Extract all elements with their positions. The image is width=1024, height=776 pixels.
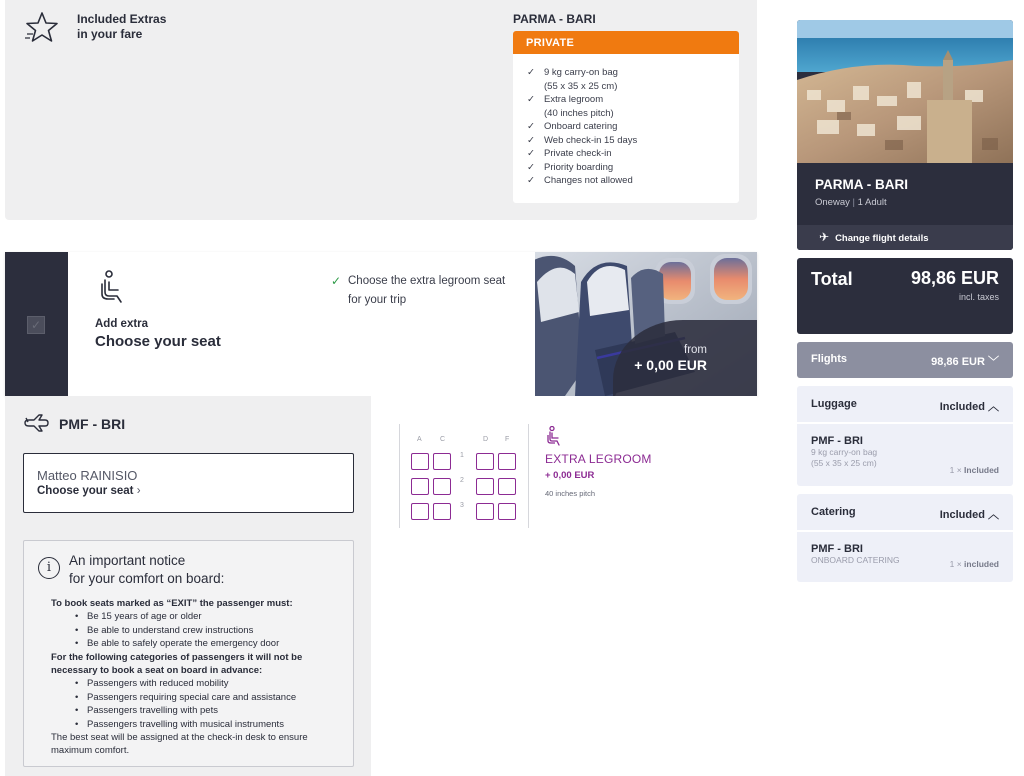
plane-icon [23,414,49,432]
fare-feature: ✓ Private check-in [527,148,612,159]
luggage-status: Included ︿ [939,401,999,413]
extras-title [77,12,166,42]
luggage-box [797,386,1013,486]
info-icon: i [38,557,60,579]
column-letter: F [505,436,510,443]
catering-status: Included ︿ [939,509,999,521]
luggage-label: Luggage [811,398,857,410]
fare-feature: ✓ Extra legroom (40 inches pitch) [527,94,614,119]
passenger-categories-list [51,677,351,731]
seat-icon [546,426,564,446]
chevron-right-icon: › [136,485,141,497]
catering-accordion[interactable] [797,494,1013,530]
seat-1A[interactable] [411,453,429,470]
notice-footer: The best seat will be assigned at the check-in desk to ensure maximum comfort. [51,732,308,757]
extras-title-line2: in your fare [77,27,143,41]
fare-name: PRIVATE [513,31,739,54]
categories-heading: For the following categories of passengers it will not be necessary to book a seat on board in advance: [51,651,303,677]
column-letter: D [483,436,489,443]
from-label: from [684,344,707,356]
catering-box [797,494,1013,582]
catering-label: Catering [811,506,856,518]
summary-trip-info: Oneway | 1 Adult [815,197,887,208]
extras-route: PARMA - BARI [513,12,596,26]
total-amount: 98,86 EUR [910,268,999,288]
flights-accordion[interactable] [797,342,1013,378]
list-item: • Passengers travelling with pets [51,704,351,717]
seat-3A[interactable] [411,503,429,520]
seat-2A[interactable] [411,478,429,495]
check-icon: ✓ [331,274,342,288]
luggage-desc: 9 kg carry-on bag [811,447,878,457]
seat-price: + 0,00 EUR [634,357,707,373]
list-item: • Be 15 years of age or older [51,610,351,623]
benefit-text: Choose the extra legroom seat for your trip [348,275,506,306]
list-item: • Passengers with reduced mobility [51,677,351,690]
trip-summary-card [797,20,1013,250]
notice-body [51,597,351,758]
cabin-photo [535,252,757,396]
fare-features-list [513,54,739,188]
passenger-seat-panel [5,396,371,776]
seat-map [399,424,529,528]
star-icon [24,10,60,44]
legend-price: + 0,00 EUR [545,470,595,481]
check-icon: ✓ [527,161,535,173]
flights-amount: 98,86 EUR ﹀ [931,356,999,368]
exit-heading: To book seats marked as “EXIT” the passenger must: [51,598,293,609]
fare-card [513,31,739,203]
catering-quantity: 1 × included [949,559,999,569]
list-item: • Passengers travelling with musical instruments [51,718,351,731]
chevron-down-icon: ﹀ [988,356,999,368]
seat-2F[interactable] [498,478,516,495]
route-code: PMF - BRI [59,416,126,432]
catering-desc: ONBOARD CATERING [811,555,900,565]
legend-pitch: 40 inches pitch [545,489,596,498]
trip-type: Oneway [815,197,850,208]
catering-route: PMF - BRI [811,543,863,555]
list-item: • Be able to safely operate the emergency door [51,637,351,650]
fare-feature: ✓ Web check-in 15 days [527,134,638,146]
column-letter: A [417,436,422,443]
add-extra-label: Add extra [95,318,149,330]
seat-1C[interactable] [433,453,451,470]
luggage-accordion[interactable] [797,386,1013,422]
seat-3C[interactable] [433,503,451,520]
banner-side [5,252,68,396]
luggage-route: PMF - BRI [811,435,863,447]
catering-details [797,530,1013,582]
passenger-name: Matteo RAINISIO [37,468,138,483]
seat-3D[interactable] [476,503,494,520]
choose-seat-link[interactable]: Choose your seat › [37,485,141,497]
luggage-quantity: 1 × Included [949,465,999,475]
banner-title: Choose your seat [95,333,221,350]
luggage-dimensions: (55 x 35 x 25 cm) [811,458,877,468]
change-flight-button[interactable]: ✈ Change flight details [797,225,1013,250]
total-price-box [797,258,1013,334]
total-taxes-note: incl. taxes [958,292,999,302]
luggage-details [797,422,1013,486]
banner-benefit [331,272,521,310]
destination-photo [797,20,1013,163]
chevron-up-icon: ︿ [988,401,999,413]
seat-3F[interactable] [498,503,516,520]
exit-requirements-list [51,610,351,650]
check-icon: ✓ [527,67,535,78]
total-label: Total [811,269,853,289]
row-number: 1 [460,452,464,459]
seat-1D[interactable] [476,453,494,470]
airplane-icon: ✈ [819,230,830,244]
legend-title: EXTRA LEGROOM [545,452,652,466]
chevron-up-icon: ︿ [988,509,999,521]
seatmap-area [371,396,757,776]
passenger-seat-selector[interactable] [23,453,354,513]
fare-feature: ✓ Onboard catering [527,121,618,132]
fare-feature: ✓ Changes not allowed [527,175,633,186]
seat-icon [99,270,127,304]
list-item: • Passengers requiring special care and assistance [51,691,351,704]
summary-route: PARMA - BARI [815,177,908,192]
flights-label: Flights [811,353,848,365]
check-icon: ✓ [527,148,535,159]
row-number: 3 [460,502,464,509]
row-number: 2 [460,477,464,484]
fare-feature: ✓ Priority boarding [527,161,614,173]
passenger-count: 1 Adult [857,197,887,208]
check-icon: ✓ [527,121,535,132]
notice-title: An important notice for your comfort on board: [69,553,225,586]
add-seat-checkbox[interactable]: ✓ [27,316,45,334]
fare-feature: ✓ 9 kg carry-on bag (55 x 35 x 25 cm) [527,67,618,92]
seat-2C[interactable] [433,478,451,495]
seat-2D[interactable] [476,478,494,495]
check-icon: ✓ [527,94,535,105]
important-notice [23,540,354,767]
check-icon: ✓ [527,134,535,146]
seat-extra-banner [5,252,757,396]
list-item: • Be able to understand crew instructions [51,624,351,637]
seat-1F[interactable] [498,453,516,470]
column-letter: C [440,436,446,443]
extras-title-line1: Included Extras [77,12,167,26]
check-icon: ✓ [527,175,535,186]
included-extras-panel [5,0,757,220]
